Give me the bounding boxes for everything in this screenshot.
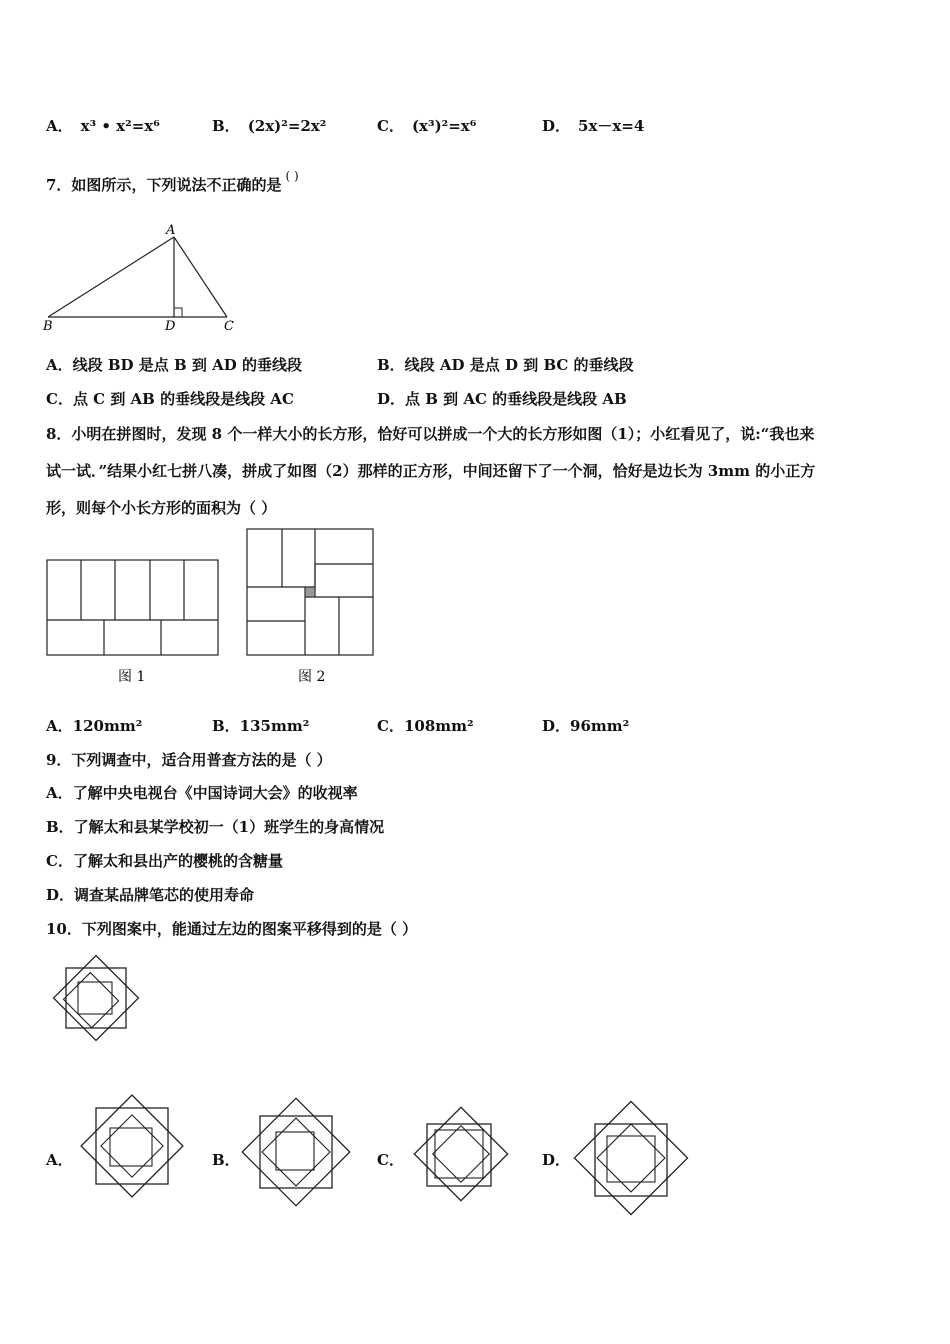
q10-option-b-label[interactable]: B． bbox=[212, 1151, 240, 1169]
q8-option-b[interactable]: B．135mm² bbox=[212, 717, 310, 735]
q6-option-a-expr: x³ • x²=x⁶ bbox=[80, 117, 160, 135]
q8-stem-line3: 形，则每个小长方形的面积为（ ） bbox=[46, 499, 277, 517]
q6-option-b-label: B． bbox=[212, 117, 240, 135]
q8-figure-2 bbox=[246, 528, 376, 688]
q10-stem: 10．下列图案中，能通过左边的图案平移得到的是（ ） bbox=[46, 920, 418, 938]
q10-option-d-label[interactable]: D． bbox=[542, 1151, 571, 1169]
q8-figure-2-caption: 图 2 bbox=[298, 669, 326, 685]
q6-option-d-label: D． bbox=[542, 117, 571, 135]
q9-option-d[interactable]: D．调查某品牌笔芯的使用寿命 bbox=[46, 886, 255, 904]
q6-option-d[interactable] bbox=[542, 115, 644, 136]
q10-original-pattern bbox=[48, 950, 144, 1046]
q8-option-a[interactable]: A．120mm² bbox=[46, 717, 143, 735]
q7-stem-text: 7．如图所示，下列说法不正确的是 bbox=[46, 176, 282, 194]
q9-option-c[interactable]: C．了解太和县出产的樱桃的含糖量 bbox=[46, 852, 283, 870]
q8-hole-square bbox=[305, 587, 315, 597]
q7-option-a[interactable]: A．线段 BD 是点 B 到 AD 的垂线段 bbox=[46, 356, 302, 374]
q7-triangle-figure bbox=[40, 220, 250, 335]
q10-option-c-pattern[interactable] bbox=[406, 1102, 516, 1206]
q6-option-c[interactable] bbox=[377, 115, 476, 136]
q6-option-a-label: A． bbox=[46, 117, 73, 135]
q6-option-a[interactable] bbox=[46, 115, 160, 136]
q10-option-d-pattern[interactable] bbox=[572, 1100, 690, 1216]
q7-label-a: A bbox=[166, 223, 176, 238]
q8-figure-1-caption: 图 1 bbox=[118, 669, 146, 685]
q7-label-b: B bbox=[43, 319, 53, 334]
q7-answer-paren: ( ) bbox=[285, 169, 299, 183]
q10-option-a-label[interactable]: A． bbox=[46, 1151, 73, 1169]
q6-option-b[interactable] bbox=[212, 115, 326, 136]
q6-option-d-expr: 5x－x=4 bbox=[578, 117, 645, 135]
q7-option-b[interactable]: B．线段 AD 是点 D 到 BC 的垂线段 bbox=[377, 356, 634, 374]
q7-stem bbox=[46, 169, 299, 195]
q9-option-b[interactable]: B．了解太和县某学校初一（1）班学生的身高情况 bbox=[46, 818, 385, 836]
q6-option-c-expr: (x³)²=x⁶ bbox=[411, 117, 477, 135]
q6-option-b-expr: (2x)²=2x² bbox=[247, 117, 327, 135]
q9-stem: 9．下列调查中，适合用普查方法的是（ ） bbox=[46, 751, 332, 769]
q10-option-b-pattern[interactable] bbox=[240, 1092, 352, 1212]
q7-option-d[interactable]: D．点 B 到 AC 的垂线段是线段 AB bbox=[377, 390, 627, 408]
q7-label-d: D bbox=[165, 319, 176, 334]
q8-stem-line1: 8．小明在拼图时，发现 8 个一样大小的长方形，恰好可以拼成一个大的长方形如图（1）；小红看见了，说:“我也来 bbox=[46, 425, 815, 443]
q8-option-d[interactable]: D．96mm² bbox=[542, 717, 630, 735]
q8-figure-1 bbox=[46, 559, 221, 689]
q7-label-c: C bbox=[224, 319, 234, 334]
q8-stem-line2: 试一试．”结果小红七拼八凑，拼成了如图（2）那样的正方形，中间还留下了一个洞，恰好是边长为 3mm 的小正方 bbox=[46, 462, 816, 480]
q10-option-a-pattern[interactable] bbox=[76, 1086, 188, 1206]
q7-option-c[interactable]: C．点 C 到 AB 的垂线段是线段 AC bbox=[46, 390, 294, 408]
q10-option-c-label[interactable]: C． bbox=[377, 1151, 404, 1169]
q6-option-c-label: C． bbox=[377, 117, 404, 135]
q9-option-a[interactable]: A．了解中央电视台《中国诗词大会》的收视率 bbox=[46, 784, 358, 802]
q8-option-c[interactable]: C．108mm² bbox=[377, 717, 474, 735]
